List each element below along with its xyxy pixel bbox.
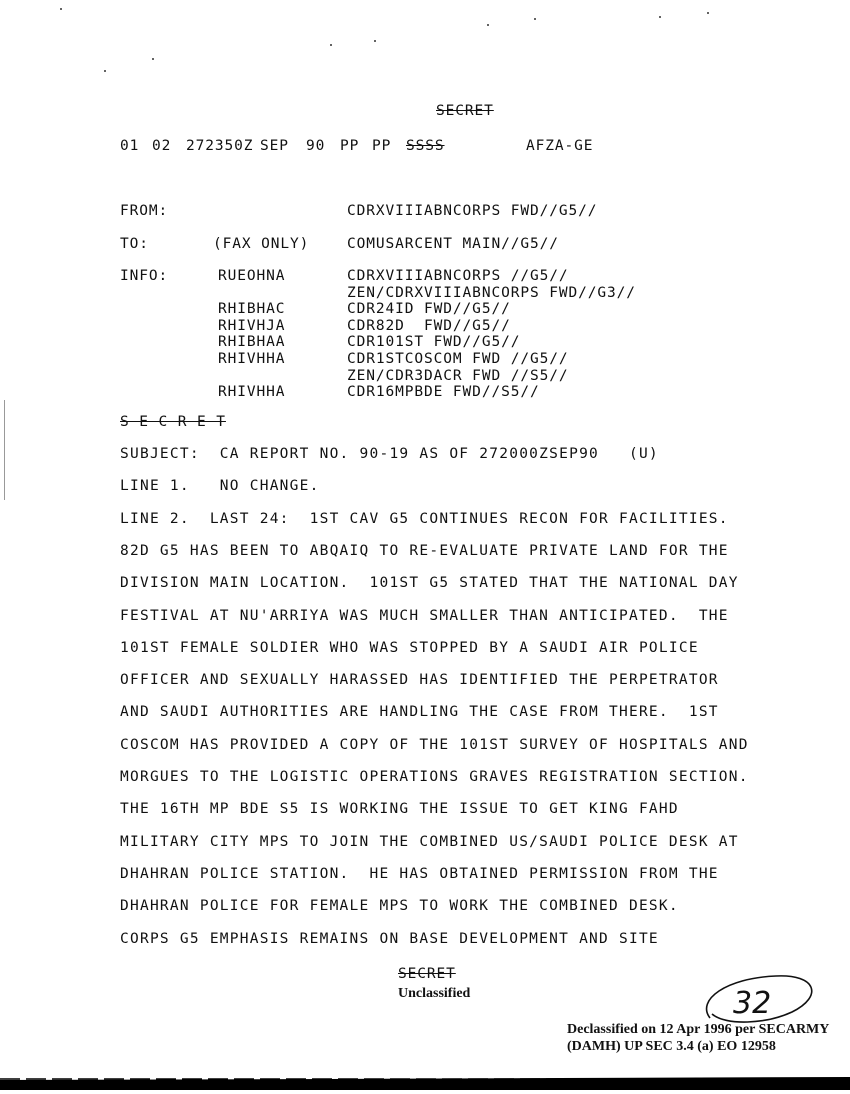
body-line: DHAHRAN POLICE STATION. HE HAS OBTAINED PERMISSION FROM THE bbox=[120, 865, 719, 882]
scan-bottom-bar bbox=[0, 1076, 850, 1090]
to-label: TO: bbox=[120, 236, 149, 252]
info-address: CDR16MPBDE FWD//S5// bbox=[347, 384, 540, 401]
info-routing-code: RHIVHHA bbox=[218, 384, 286, 401]
body-line: FESTIVAL AT NU'ARRIYA WAS MUCH SMALLER THAN ANTICIPATED. THE bbox=[120, 607, 729, 624]
to-note: (FAX ONLY) bbox=[213, 236, 310, 252]
scan-speck bbox=[104, 70, 106, 72]
info-address: CDR1STCOSCOM FWD //G5// bbox=[347, 351, 569, 367]
declassification-line-1: Declassified on 12 Apr 1996 per SECARMY bbox=[567, 1022, 830, 1037]
info-address: CDRXVIIIABNCORPS //G5// bbox=[347, 268, 569, 284]
scan-edge-line bbox=[4, 400, 5, 500]
scan-speck bbox=[330, 44, 332, 46]
info-routing-code: RUEOHNA bbox=[218, 268, 286, 284]
body-line: MORGUES TO THE LOGISTIC OPERATIONS GRAVES REGISTRATION SECTION. bbox=[120, 769, 749, 785]
unclassified-label: Unclassified bbox=[398, 986, 471, 1001]
info-routing-code: RHIVHHA bbox=[218, 351, 286, 367]
body-line: COSCOM HAS PROVIDED A COPY OF THE 101ST SURVEY OF HOSPITALS AND bbox=[120, 736, 749, 753]
info-routing-code: RHIBHAC bbox=[218, 301, 286, 318]
scan-speck bbox=[152, 58, 154, 60]
info-address: CDR24ID FWD//G5// bbox=[347, 301, 511, 318]
to-value: COMUSARCENT MAIN//G5// bbox=[347, 236, 559, 252]
body-line: LINE 2. LAST 24: 1ST CAV G5 CONTINUES RECON FOR FACILITIES. bbox=[120, 510, 729, 527]
scan-speck bbox=[487, 24, 489, 26]
info-address: ZEN/CDRXVIIIABNCORPS FWD//G3// bbox=[347, 284, 636, 301]
header-field: PP bbox=[372, 138, 392, 154]
scan-speck bbox=[60, 8, 62, 10]
handwritten-page-number: 32 bbox=[733, 986, 772, 1021]
info-address: CDR82D FWD//G5// bbox=[347, 317, 511, 334]
from-value: CDRXVIIIABNCORPS FWD//G5// bbox=[347, 203, 598, 219]
header-field: SEP bbox=[260, 138, 289, 154]
from-label: FROM: bbox=[120, 203, 169, 219]
classification-top: SECRET bbox=[436, 103, 494, 119]
header-field: 272350Z bbox=[186, 138, 254, 154]
scan-speck bbox=[534, 18, 536, 20]
info-label: INFO: bbox=[120, 268, 169, 284]
body-line: DIVISION MAIN LOCATION. 101ST G5 STATED THAT THE NATIONAL DAY bbox=[120, 575, 739, 592]
header-field: 01 bbox=[120, 138, 140, 154]
classification-spaced: S E C R E T bbox=[120, 414, 226, 430]
classification-bottom: SECRET bbox=[398, 966, 456, 982]
body-line: OFFICER AND SEXUALLY HARASSED HAS IDENTIFIED THE PERPETRATOR bbox=[120, 672, 719, 689]
info-routing-code: RHIVHJA bbox=[218, 317, 286, 334]
info-address: CDR101ST FWD//G5// bbox=[347, 334, 521, 351]
body-line: LINE 1. NO CHANGE. bbox=[120, 478, 320, 495]
body-line: 101ST FEMALE SOLDIER WHO WAS STOPPED BY A SAUDI AIR POLICE bbox=[120, 639, 699, 656]
body-line: MILITARY CITY MPS TO JOIN THE COMBINED US/SAUDI POLICE DESK AT bbox=[120, 833, 739, 850]
office-symbol: AFZA-GE bbox=[526, 138, 594, 154]
body-line: DHAHRAN POLICE FOR FEMALE MPS TO WORK THE COMBINED DESK. bbox=[120, 898, 679, 915]
info-routing-code: RHIBHAA bbox=[218, 334, 286, 351]
body-line: AND SAUDI AUTHORITIES ARE HANDLING THE CASE FROM THERE. 1ST bbox=[120, 704, 719, 721]
header-struck-field: SSSS bbox=[406, 138, 445, 154]
header-field: 90 bbox=[306, 138, 326, 154]
header-field: PP bbox=[340, 138, 360, 154]
body-line: 82D G5 HAS BEEN TO ABQAIQ TO RE-EVALUATE PRIVATE LAND FOR THE bbox=[120, 542, 729, 559]
body-line: THE 16TH MP BDE S5 IS WORKING THE ISSUE TO GET KING FAHD bbox=[120, 801, 679, 818]
header-field: 02 bbox=[152, 138, 172, 154]
subject-line: SUBJECT: CA REPORT NO. 90-19 AS OF 272000ZSEP90 (U) bbox=[120, 446, 659, 462]
body-line: CORPS G5 EMPHASIS REMAINS ON BASE DEVELOPMENT AND SITE bbox=[120, 930, 659, 947]
info-address: ZEN/CDR3DACR FWD //S5// bbox=[347, 367, 569, 384]
declassification-line-2: (DAMH) UP SEC 3.4 (a) EO 12958 bbox=[567, 1039, 776, 1054]
scan-speck bbox=[707, 12, 709, 14]
scan-speck bbox=[659, 16, 661, 18]
scan-speck bbox=[374, 40, 376, 42]
